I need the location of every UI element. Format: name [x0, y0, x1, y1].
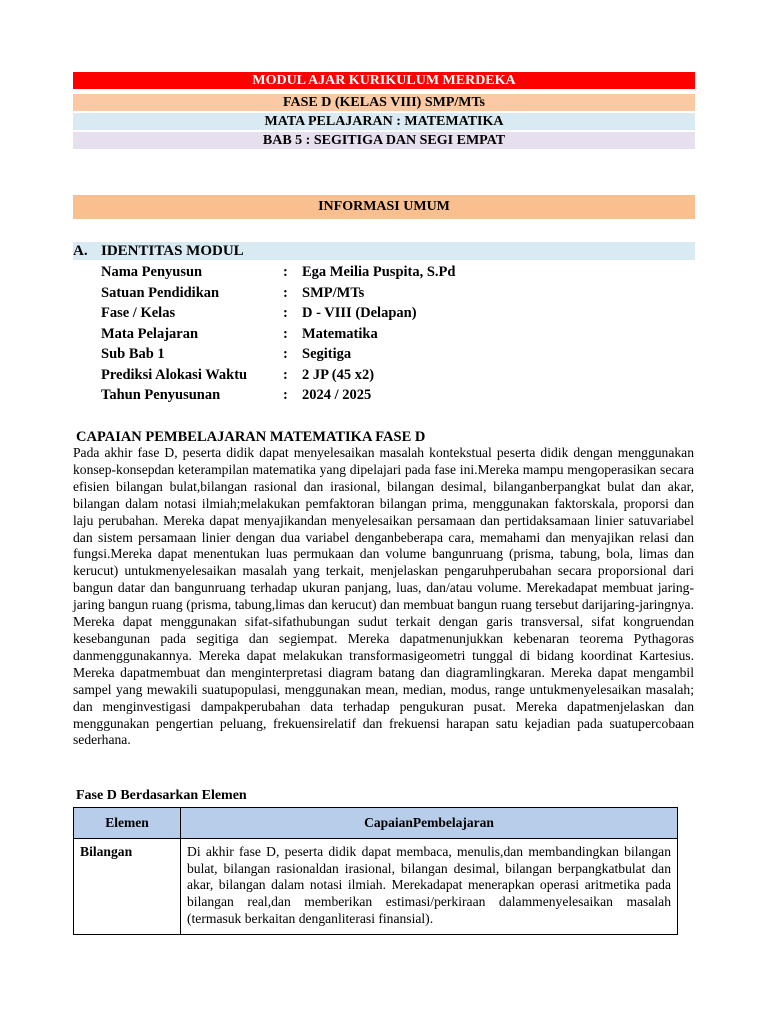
fase-elemen-heading: Fase D Berdasarkan Elemen [76, 788, 247, 803]
identity-colon: : [283, 305, 288, 321]
chapter-line: BAB 5 : SEGITIGA DAN SEGI EMPAT [73, 132, 695, 149]
capaian-heading: CAPAIAN PEMBELAJARAN MATEMATIKA FASE D [76, 429, 426, 445]
identity-row [101, 324, 601, 344]
identitas-modul-heading [73, 242, 695, 260]
identity-row [101, 344, 601, 364]
identity-colon: : [283, 264, 288, 280]
section-title: IDENTITAS MODUL [101, 243, 244, 259]
column-header-capaian: CapaianPembelajaran [181, 808, 678, 839]
identity-colon: : [283, 346, 288, 362]
identity-value: Segitiga [302, 346, 352, 362]
elemen-cell: Bilangan [74, 839, 181, 935]
identity-colon: : [283, 284, 288, 301]
identity-row [101, 303, 601, 323]
identity-label: Nama Penyusun [101, 264, 203, 280]
table-header-row [74, 808, 678, 839]
phase-line: FASE D (KELAS VIII) SMP/MTs [73, 94, 695, 111]
section-number: A. [73, 243, 88, 259]
elemen-table [73, 807, 678, 935]
column-header-elemen: Elemen [74, 808, 181, 839]
identity-value: 2024 / 2025 [302, 387, 372, 403]
identity-row [101, 283, 601, 303]
identity-label: Fase / Kelas [101, 305, 176, 321]
identity-value: Ega Meilia Puspita, S.Pd [302, 264, 456, 280]
identity-colon: : [283, 366, 288, 383]
identity-colon: : [283, 387, 288, 403]
identity-colon: : [283, 325, 288, 342]
identity-value: SMP/MTs [302, 284, 365, 301]
module-title: MODUL AJAR KURIKULUM MERDEKA [73, 72, 695, 89]
identity-row [101, 385, 601, 405]
table-row [74, 839, 678, 935]
identity-label: Mata Pelajaran [101, 325, 199, 342]
identity-value: D - VIII (Delapan) [302, 305, 417, 321]
capaian-paragraph: Pada akhir fase D, peserta didik dapat menyelesaikan masalah kontekstual peserta didik dengan menggunakan konsep-konsepdan keterampilan matematika yang dipelajari pada fase ini.Mereka mampu mengoperasikan secara efisien bilangan bulat,bilangan rasional dan irasional, bilangan desimal, bilanganberpangkat bulat dan akar, bilangan dalam notasi ilmiah;melakukan pemfaktoran bilangan prima, menggunakan faktorskala, proporsi dan laju perubahan. Mereka dapat menyajikandan menyelesaikan persamaan dan pertidaksamaan linier satuvariabel dan sistem persamaan linier dengan dua variabel denganbeberapa cara, memahami dan menyajikan relasi dan fungsi.Mereka dapat menentukan luas permukaan dan volume bangunruang (prisma, tabung, bola, limas dan kerucut) untukmenyelesaikan masalah yang terkait, menjelaskan pengaruhperubahan secara proporsional dari bangun datar dan bangunruang terhadap ukuran panjang, luas, dan/atau volume. Merekadapat membuat jaring-jaring bangun ruang (prisma, tabung,limas dan kerucut) dan membuat bangun ruang tersebut darijaring-jaringnya. Mereka dapat menggunakan sifat-sifathubungan sudut terkait dengan garis transversal, sifat kongruendan kesebangunan pada segitiga dan segiempat. Mereka dapatmenunjukkan kebenaran teorema Pythagoras danmenggunakannya. Mereka dapat melakukan transformasigeometri tunggal di bidang koordinat Kartesius. Mereka dapatmembuat dan menginterpretasi diagram batang dan diagramlingkaran. Mereka dapat mengambil sampel yang mewakili suatupopulasi, menggunakan mean, median, modus, range untukmenyelesaikan masalah; dan menginvestigasi dampakperubahan data terhadap pengukuran pusat. Mereka dapatmenjelaskan dan menggunakan pengertian peluang, frekuensirelatif dan frekuensi harapan satu kejadian pada suatupercobaan sederhana. [73, 445, 694, 748]
identity-label: Sub Bab 1 [101, 346, 165, 362]
identity-row [101, 262, 601, 282]
identity-value: 2 JP (45 x2) [302, 366, 375, 383]
identity-label: Satuan Pendidikan [101, 284, 220, 301]
section-heading-informasi-umum: INFORMASI UMUM [73, 195, 695, 219]
identity-value: Matematika [302, 325, 378, 342]
identity-label: Prediksi Alokasi Waktu [101, 366, 248, 383]
identity-row [101, 365, 601, 385]
capaian-cell: Di akhir fase D, peserta didik dapat membaca, menulis,dan membandingkan bilangan bulat, bilangan rasionaldan irasional, bilangan desimal, bilangan berpangkatbulat dan akar, bilangan dalam notasi ilmiah. Merekadapat menerapkan operasi aritmetika pada bilangan real,dan memberikan estimasi/perkiraan dalammenyelesaikan masalah (termasuk berkaitan denganliterasi finansial). [181, 839, 678, 935]
identity-label: Tahun Penyusunan [101, 387, 221, 403]
subject-line: MATA PELAJARAN : MATEMATIKA [73, 113, 695, 130]
